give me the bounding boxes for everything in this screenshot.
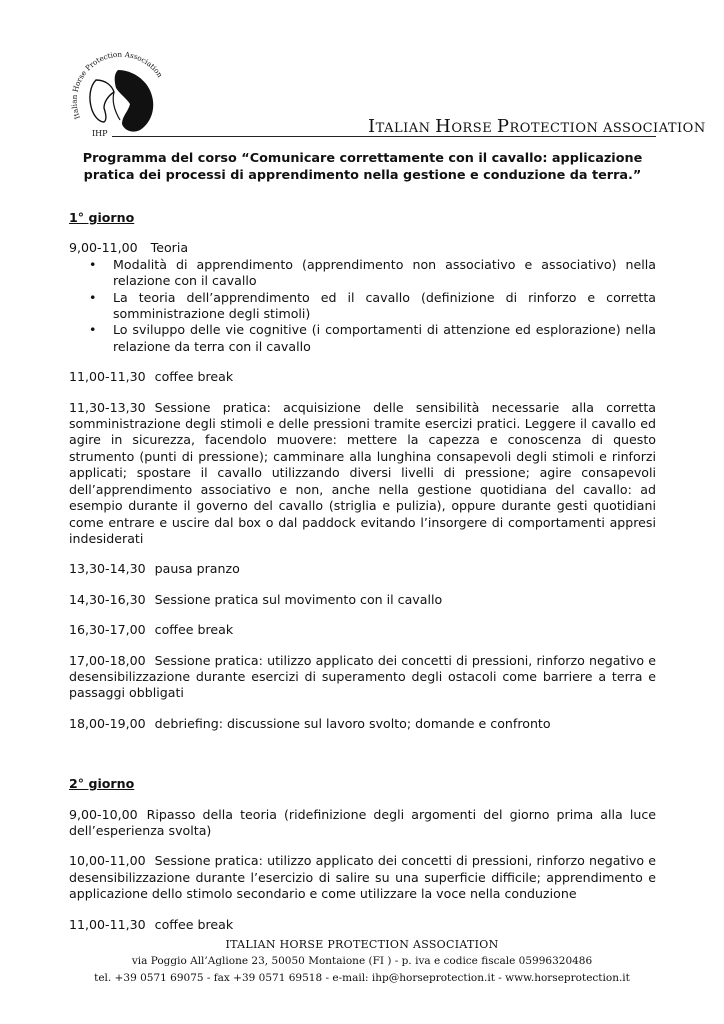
schedule-slot xyxy=(69,853,656,902)
slot-text: coffee break xyxy=(154,369,234,385)
brand-word: HORSE xyxy=(435,116,497,137)
slot-text: coffee break xyxy=(154,916,234,932)
theory-topics xyxy=(69,257,656,355)
bullet-icon: • xyxy=(89,289,97,305)
day-2-heading: 2° giorno xyxy=(69,776,135,792)
topic-item: • La teoria dell’apprendimento ed il cavallo (definizione di rinforzo e corretta somministrazione degli stimoli) xyxy=(89,289,656,322)
slot-label: Teoria xyxy=(150,240,189,256)
day-1-heading: 1° giorno xyxy=(69,210,135,225)
page-footer xyxy=(0,936,724,987)
slot-text: Ripasso della teoria (ridefinizione degli argomenti del giorno prima alla luce dell’esperienza svolta) xyxy=(69,806,656,838)
slot-time: 16,30-17,00 xyxy=(69,622,146,638)
slot-text: coffee break xyxy=(154,622,234,638)
slot-text: debriefing: discussione sul lavoro svolto; domande e confronto xyxy=(154,715,551,731)
slot-time: 11,30-13,30 xyxy=(69,399,146,415)
schedule-slot xyxy=(69,807,656,840)
schedule-slot xyxy=(69,653,656,702)
slot-time: 11,00-11,30 xyxy=(69,916,146,932)
bullet-icon: • xyxy=(89,256,97,272)
slot-time: 14,30-16,30 xyxy=(69,591,146,607)
footer-address: via Poggio All’Aglione 23, 50050 Montaione (FI ) - p. iva e codice fiscale 05996320486 xyxy=(131,955,593,967)
bullet-icon: • xyxy=(89,322,97,338)
document-title: Programma del corso “Comunicare correttamente con il cavallo: applicazione pratica dei processi di apprendimento nella gestione e conduzione da terra.” xyxy=(82,151,643,183)
schedule-slot xyxy=(69,369,656,385)
course-program xyxy=(69,150,656,947)
footer-contacts: tel. +39 0571 69075 - fax +39 0571 69518 - e-mail: ihp@horseprotection.it - www.horseprotection.it xyxy=(94,972,630,984)
logo-mark: IHP xyxy=(92,129,108,138)
schedule-slot xyxy=(69,592,656,608)
slot-time: 13,30-14,30 xyxy=(69,561,146,577)
slot-text: Sessione pratica sul movimento con il cavallo xyxy=(154,591,443,607)
slot-text: Sessione pratica: utilizzo applicato dei concetti di pressioni, rinforzo negativo e desensibilizzazione durante l’esercizio di salire su una superficie difficile; apprendimento e applicazione dello stimolo secondario e come utilizzare la voce nella conduzione xyxy=(69,853,656,902)
brand-word: ITALIAN xyxy=(368,116,436,137)
schedule-slot xyxy=(69,561,656,577)
schedule-slot xyxy=(69,622,656,638)
schedule-slot xyxy=(69,716,656,732)
slot-time: 11,00-11,30 xyxy=(69,369,146,385)
schedule-slot xyxy=(69,400,656,548)
brand-name xyxy=(368,116,706,137)
association-logo xyxy=(66,40,170,140)
brand-word: PROTECTION ASSOCIATION xyxy=(496,116,706,137)
topic-item: • Modalità di apprendimento (apprendimento non associativo e associativo) nella relazione con il cavallo xyxy=(89,256,656,289)
topic-item: • Lo sviluppo delle vie cognitive (i comportamenti di attenzione ed esplorazione) nella relazione da terra con il cavallo xyxy=(89,322,656,354)
schedule-slot xyxy=(69,917,656,933)
slot-text: Sessione pratica: acquisizione delle sensibilità necessarie alla corretta somministrazione degli stimoli e delle pressioni tramite esercizi pratici. Leggere il cavallo ed agire in sicurezza, facendolo muovere: mettere la capezza e conoscenza di questo strumento (punti di pressione); camminare alla lunghina consapevoli degli stimoli e rinforzi applicati; spostare il cavallo utilizzando diversi livelli di pressione; agire consapevoli dell’apprendimento associativo e non, anche nella gestione quotidiana del cavallo: ad esempio durante il governo del cavallo (striglia e pulizia), oppure durante gesti quotidiani come entrare e uscire dal box o dal paddock evitando l’insorgere di comportamenti appresi indesiderati xyxy=(69,399,656,546)
slot-time: 9,00-10,00 xyxy=(69,806,138,822)
logo-arc-text: Italian Horse Protection Association xyxy=(69,49,165,121)
schedule-slot xyxy=(69,240,656,256)
slot-time: 18,00-19,00 xyxy=(69,715,146,731)
footer-org-name: ITALIAN HORSE PROTECTION ASSOCIATION xyxy=(225,938,499,951)
slot-text: pausa pranzo xyxy=(154,561,240,577)
section-spacer xyxy=(69,746,656,776)
slot-time: 17,00-18,00 xyxy=(69,652,146,668)
header-rule xyxy=(112,136,656,137)
slot-time: 9,00-11,00 xyxy=(69,240,138,256)
slot-time: 10,00-11,00 xyxy=(69,853,146,869)
slot-text: Sessione pratica: utilizzo applicato dei concetti di pressioni, rinforzo negativo e desensibilizzazione durante esercizi di superamento degli ostacoli come barriere a terra e passaggi obbligati xyxy=(69,652,656,701)
